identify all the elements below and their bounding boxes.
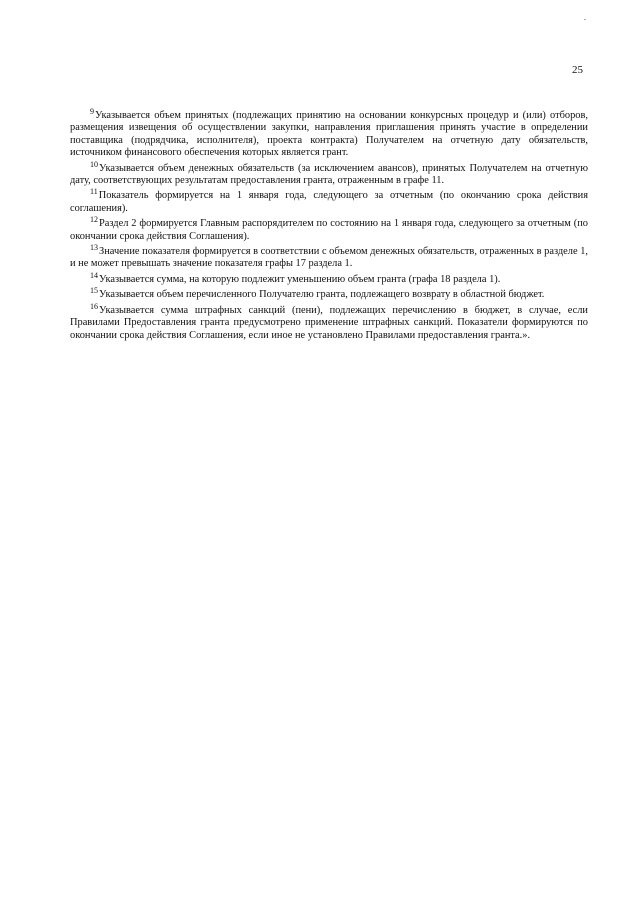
footnote-number: 11	[90, 187, 98, 197]
footnote-number: 10	[90, 159, 98, 169]
footnote-text: Указывается сумма штрафных санкций (пени), подлежащих перечислению в бюджет, в случае, если Правилами Предоставления гранта предусмотрено применение штрафных санкций. Показатели формируются по окончании срока действия Соглашения, если иное не установлено Правилами предоставления гранта.».	[70, 304, 588, 341]
footnote	[70, 243, 588, 271]
footnotes-block	[70, 107, 588, 345]
footnote-text: Показатель формируется на 1 января года, следующего за отчетным (по окончанию срока действия соглашения).	[70, 190, 588, 214]
footnote-text: Указывается объем денежных обязательств (за исключением авансов), принятых Получателем на отчетную дату, соответствующих результатам предоставления гранта, отраженным в графе 11.	[70, 162, 588, 187]
footnote-number: 13	[90, 243, 98, 253]
footnote-number: 16	[90, 301, 98, 311]
footnote	[70, 286, 588, 301]
footnote-text: Значение показателя формируется в соответствии с объемом денежных обязательств, отраженных в разделе 1, и не может превышать значение показателя графы 17 раздела 1.	[70, 246, 588, 270]
footnote-text: Указывается сумма, на которую подлежит уменьшению объем гранта (графа 18 раздела 1).	[99, 273, 501, 285]
footnote-text: Указывается объем принятых (подлежащих принятию на основании конкурсных процедур и (или) отборов, размещения извещения об осуществлении закупки, направления приглашения принять участие в определении поставщика (подрядчика, исполнителя), проекта контракта) Получателем на отчетную дату обязательств, источником финансового обеспечения которых является грант.	[70, 110, 588, 159]
footnote	[70, 215, 588, 243]
footnote	[70, 301, 588, 342]
footnote-text: Указывается объем перечисленного Получателю гранта, подлежащего возврату в областной бюджет.	[99, 289, 545, 301]
footnote	[70, 270, 588, 286]
corner-mark: .	[584, 13, 586, 22]
footnote	[70, 107, 588, 160]
footnote	[70, 187, 588, 215]
footnote-number: 14	[90, 270, 98, 280]
footnote	[70, 159, 588, 188]
footnote-number: 15	[90, 286, 98, 296]
footnote-text: Раздел 2 формируется Главным распорядителем по состоянию на 1 января года, следующего за отчетным (по окончании срока действия Соглашения).	[70, 218, 588, 242]
footnote-number: 12	[90, 215, 98, 225]
page-number: 25	[572, 64, 583, 76]
footnote-number: 9	[90, 107, 94, 116]
